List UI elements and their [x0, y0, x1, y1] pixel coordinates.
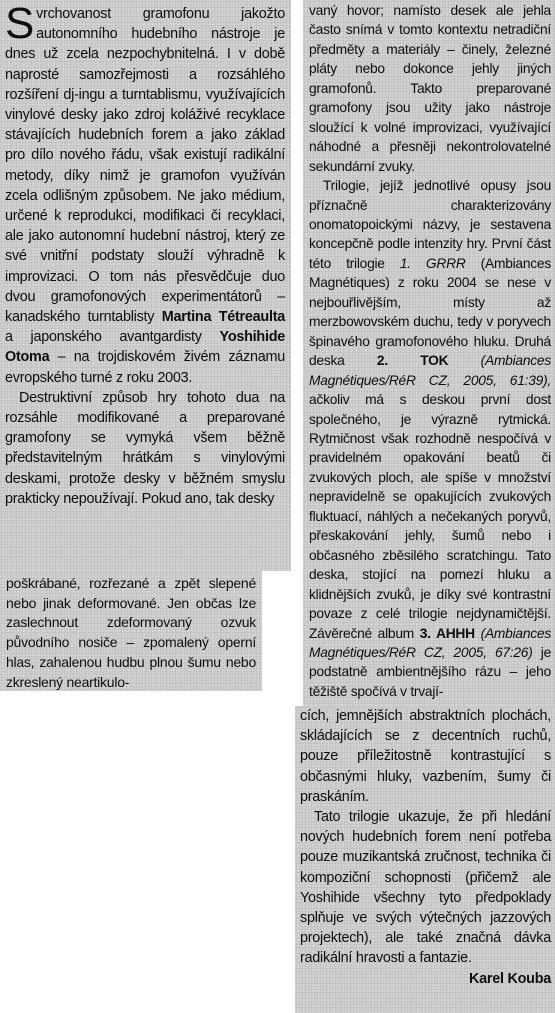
paragraph-text: Trilogie, jejíž jednotlivé opusy jsou příznačně charakterizovány onomatopoickými názvy, je sestavena koncepčně podle intenzity hry. První část této trilogie	[309, 178, 551, 271]
paragraph-text: (Ambiances Magnétiques) z roku 2004 se nese v nejbouřlivějším, místy až merzbowovském duchu, tedy v poryvech špinavého gramofonového hluku. Druhá deska	[309, 255, 552, 369]
article-paragraph-2-end: vaný hovor; namísto desek ale jehla často snímá v tomto kontextu netradiční předměty a materiály – činely, železné pláty nebo dokonce jehly jiných gramofonů. Takto preparované gramofony jsou užity jako nástroje sloužící k volné improvizaci, využívající náhodné a přesněji nekontrolovatelné sekundární zvuky.	[309, 3, 551, 174]
paragraph-text: vrchovanost gramofonu jakožto autonomního hudebního nástroje je dnes už zcela nezpochybnitelná. I v době naprosté samozřejmosti a rozsáhlého rozšíření dj-ingu a turntablismu, využívajících vinylové desky jako zdroj koláživé recyklace stávajících hudebních forem a jako základ pro dílo nového řádu, však existují radikální metody, díky nimž je gramofon využíván zcela odlišným způsobem. Ne jako médium, určené k reprodukci, modifikaci či recyklaci, ale jako autonomní hudební nástroj, který ze své vnitřní podstaty slouží výhradně k improvizaci. O tom nás přesvědčuje duo dvou gramofonových experimentátorů – kanadského turntablisty	[5, 6, 285, 326]
article-paragraph-2: Destruktivní způsob hry tohoto dua na rozsáhle modifikované a preparované gramofony se vymyká všem běžně představitelným hrátkám s vinylovými deskami, protože desky v běžném smyslu prakticky nepoužívají. Pokud ano, tak desky	[5, 389, 285, 507]
artist-name-otomo: Yoshihide Otoma	[5, 329, 285, 366]
album-label-tok: (Ambiances Magnétiques/RéR CZ, 2005, 61:39),	[309, 353, 551, 388]
article-paragraph-3-end: cích, jemnějších abstraktních plochách, skládajících se z decentních ruchů, pouze příležitostně kontrastující s občasnými hluky, vazbením, šumy či praskáním.	[300, 708, 551, 805]
column-right-top	[303, 0, 555, 706]
column-left-bottom	[0, 571, 262, 691]
article-paragraph-3	[309, 176, 551, 701]
album-label-ahhh: (Ambiances Magnétiques/RéR CZ, 2005, 67:26)	[309, 625, 551, 660]
article-paragraph-1	[5, 0, 286, 388]
column-right-bottom	[295, 706, 555, 1013]
paragraph-text: a japonského avantgardisty	[5, 329, 202, 346]
paragraph-text: – na trojdiskovém živém záznamu evropského turné z roku 2003.	[5, 349, 286, 386]
column-left-top	[0, 0, 291, 571]
author-signature: Karel Kouba	[468, 970, 551, 987]
paragraph-text: ačkoliv má s deskou první dost společného, je výrazně rytmická. Rytmičnost však rozhodně nespočívá v pravidelném opakování beatů či zvukových ploch, ale spíše v množství nepravidelně se opakujících zvukových fluktuací, náhlých a nečekaných poryvů, přeskakování jehly, šumů nebo i občasného zběsilého scratchingu. Tato deska, stojící na pomezí hluku a klidnějších zvuků, je díky své kontrastní povaze z celé trilogie nejdynamičtější. Závěrečné album	[309, 392, 551, 641]
artist-name-tetreault: Martina Tétreaulta	[161, 309, 285, 326]
article-paragraph-2-continued: poškrábané, rozřezané a zpět slepené nebo jinak deformované. Jen občas lze zaslechnout zdeformovaný ozvuk původního nosiče – zpomalený operní hlas, zahalenou hudbu plnou šumu nebo zkreslený neartikulo-	[6, 575, 256, 690]
paragraph-text: Tato trilogie ukazuje, že při hledání nových hudebních forem není potřeba pouze muzikantská zručnost, technika či kompoziční schopnosti (přičemž ale Yoshihide všechny tyto předpoklady splňuje ve svých výtečných jazzových projektech), ale také značná dávka radikální hravosti a fantazie.	[300, 809, 551, 967]
drop-cap: S	[5, 0, 35, 48]
article-paragraph-4	[300, 807, 551, 987]
album-title-grrr: 1. GRRR	[399, 255, 466, 271]
album-title-ahhh: 3. AHHH	[419, 625, 475, 641]
paragraph-text: je podstatně ambientnějšího rázu – jeho těžiště spočívá v trvají-	[309, 644, 551, 699]
album-title-tok: 2. TOK	[376, 353, 449, 369]
